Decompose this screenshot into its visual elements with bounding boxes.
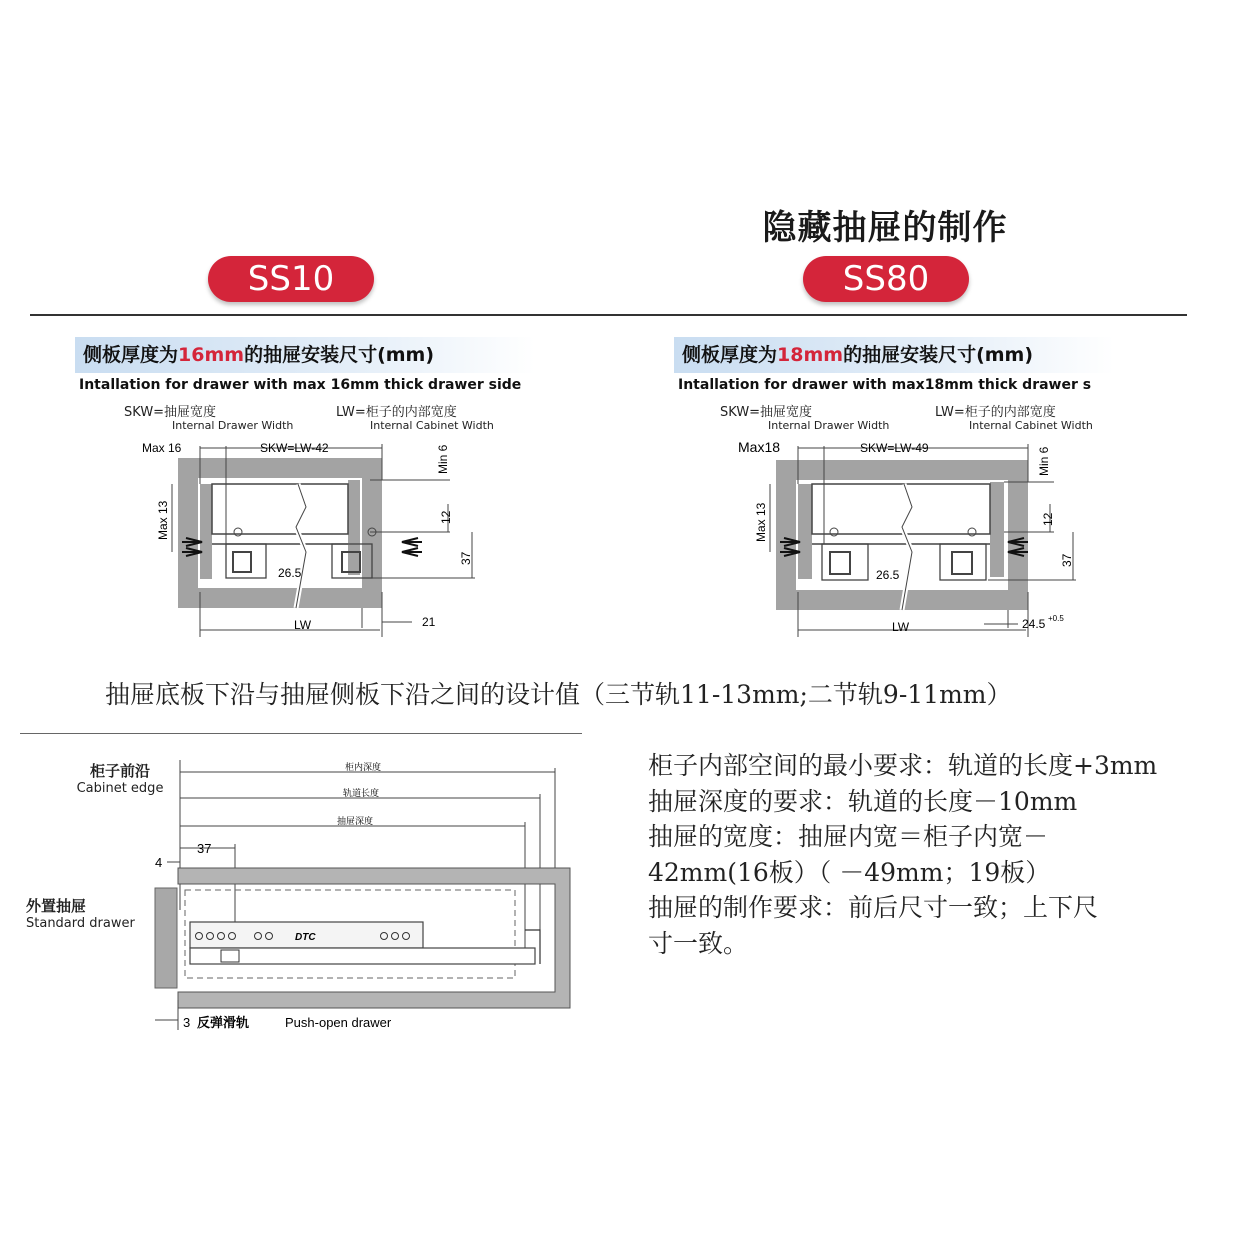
right-cabinet-interior xyxy=(796,480,1008,590)
left-dim-max-side: Max 16 xyxy=(142,441,182,455)
cabinet-edge-en: Cabinet edge xyxy=(76,781,164,796)
right-dim-max-side: Max18 xyxy=(738,439,781,455)
requirement-line: 抽屉的制作要求：前后尺寸一致；上下尺 xyxy=(648,893,1099,922)
standard-drawer-label xyxy=(26,895,135,931)
left-dim-26: 26.5 xyxy=(278,566,302,580)
left-banner-prefix: 侧板厚度为 xyxy=(83,344,179,366)
right-lw-en: Internal Cabinet Width xyxy=(969,419,1093,432)
right-drawer-side-l xyxy=(798,484,812,579)
requirement-line: 抽屉的宽度：抽屉内宽＝柜子内宽－ xyxy=(648,822,1049,851)
model-badge-ss10: SS10 xyxy=(208,256,374,302)
cabinet-edge-cn: 柜子前沿 xyxy=(89,762,150,780)
right-drawer-side-r xyxy=(990,482,1004,577)
side-view-diagram xyxy=(145,750,585,1040)
right-banner-highlight: 18mm xyxy=(777,344,844,366)
left-drawer-side-l xyxy=(200,484,212,579)
push-open-cn: 反弹滑轨 xyxy=(197,1015,250,1030)
left-drawer-side-r xyxy=(348,480,360,575)
model-badge-ss80: SS80 xyxy=(803,256,969,302)
push-open-en: Push-open drawer xyxy=(285,1015,392,1030)
right-dim-24-tolerance: +0.5 xyxy=(1048,614,1064,623)
brand-label: DTC xyxy=(295,932,316,943)
left-dim-max-gap: Max 13 xyxy=(156,500,170,540)
right-skw-en: Internal Drawer Width xyxy=(768,419,890,432)
right-dim-24: 24.5 xyxy=(1022,617,1046,631)
right-banner-prefix: 侧板厚度为 xyxy=(682,344,778,366)
right-dim-min-top: Min 6 xyxy=(1037,446,1051,476)
right-dim-skw-formula: SKW=LW-49 xyxy=(860,441,929,455)
right-cross-section-diagram xyxy=(728,432,1098,637)
slide-rail-lower xyxy=(190,948,535,964)
standard-drawer-en: Standard drawer xyxy=(26,916,135,931)
right-skw-label xyxy=(720,401,889,431)
left-banner xyxy=(75,337,535,373)
right-subtitle: Intallation for drawer with max18mm thick drawer s xyxy=(678,377,1092,393)
standard-drawer-cn: 外置抽屉 xyxy=(26,897,87,915)
requirement-line: 寸一致。 xyxy=(648,928,749,958)
left-dim-h12: 12 xyxy=(439,510,453,524)
left-banner-highlight: 16mm xyxy=(178,344,245,366)
drawer-depth-label: 抽屉深度 xyxy=(337,816,374,826)
requirements-block xyxy=(648,748,1233,961)
dim-3-label: 3 xyxy=(183,1015,191,1030)
left-lw-cn: LW=柜子的内部宽度 xyxy=(336,405,457,420)
left-dim-min-top: Min 6 xyxy=(436,444,450,474)
right-dim-26: 26.5 xyxy=(876,568,900,582)
right-dim-h37: 37 xyxy=(1060,553,1074,567)
inner-depth-label: 柜内深度 xyxy=(345,762,382,772)
drawer-front xyxy=(155,888,177,988)
dim-37-label: 37 xyxy=(197,841,212,856)
right-dim-lw: LW xyxy=(892,620,910,634)
left-subtitle: Intallation for drawer with max 16mm thick drawer side xyxy=(79,377,522,393)
left-dim-skw-formula: SKW=LW-42 xyxy=(260,441,329,455)
design-value-caption: 抽屉底板下沿与抽屉侧板下沿之间的设计值（三节轨11-13mm;二节轨9-11mm） xyxy=(105,680,1012,709)
requirement-line: 42mm(16板）（ －49mm；19板） xyxy=(648,857,1051,887)
left-skw-cn: SKW=抽屉宽度 xyxy=(124,405,217,420)
requirement-line: 抽屉深度的要求：轨道的长度－10mm xyxy=(648,786,1078,816)
left-banner-suffix: 的抽屉安装尺寸(mm) xyxy=(244,344,435,366)
right-banner-suffix: 的抽屉安装尺寸(mm) xyxy=(843,344,1034,366)
right-banner xyxy=(674,337,1114,373)
left-dim-21: 21 xyxy=(422,615,436,629)
requirement-line: 柜子内部空间的最小要求：轨道的长度+3mm xyxy=(648,751,1158,780)
left-skw-label xyxy=(124,401,293,431)
left-lw-en: Internal Cabinet Width xyxy=(370,419,494,432)
page-title: 隐藏抽屉的制作 xyxy=(762,208,1008,248)
rail-length-label: 轨道长度 xyxy=(343,788,380,798)
side-view-divider xyxy=(20,733,582,734)
right-dim-h12: 12 xyxy=(1041,512,1055,526)
left-skw-en: Internal Drawer Width xyxy=(172,419,294,432)
right-lw-label xyxy=(935,401,1093,431)
left-dim-h37: 37 xyxy=(459,551,473,565)
dim-4-label: 4 xyxy=(155,855,163,870)
left-cross-section-diagram xyxy=(130,432,500,637)
left-lw-label xyxy=(336,401,494,431)
right-dim-max-gap: Max 13 xyxy=(754,502,768,542)
right-lw-cn: LW=柜子的内部宽度 xyxy=(935,405,1056,420)
top-divider xyxy=(30,314,1187,316)
left-dim-lw: LW xyxy=(294,618,312,632)
right-skw-cn: SKW=抽屉宽度 xyxy=(720,405,813,420)
